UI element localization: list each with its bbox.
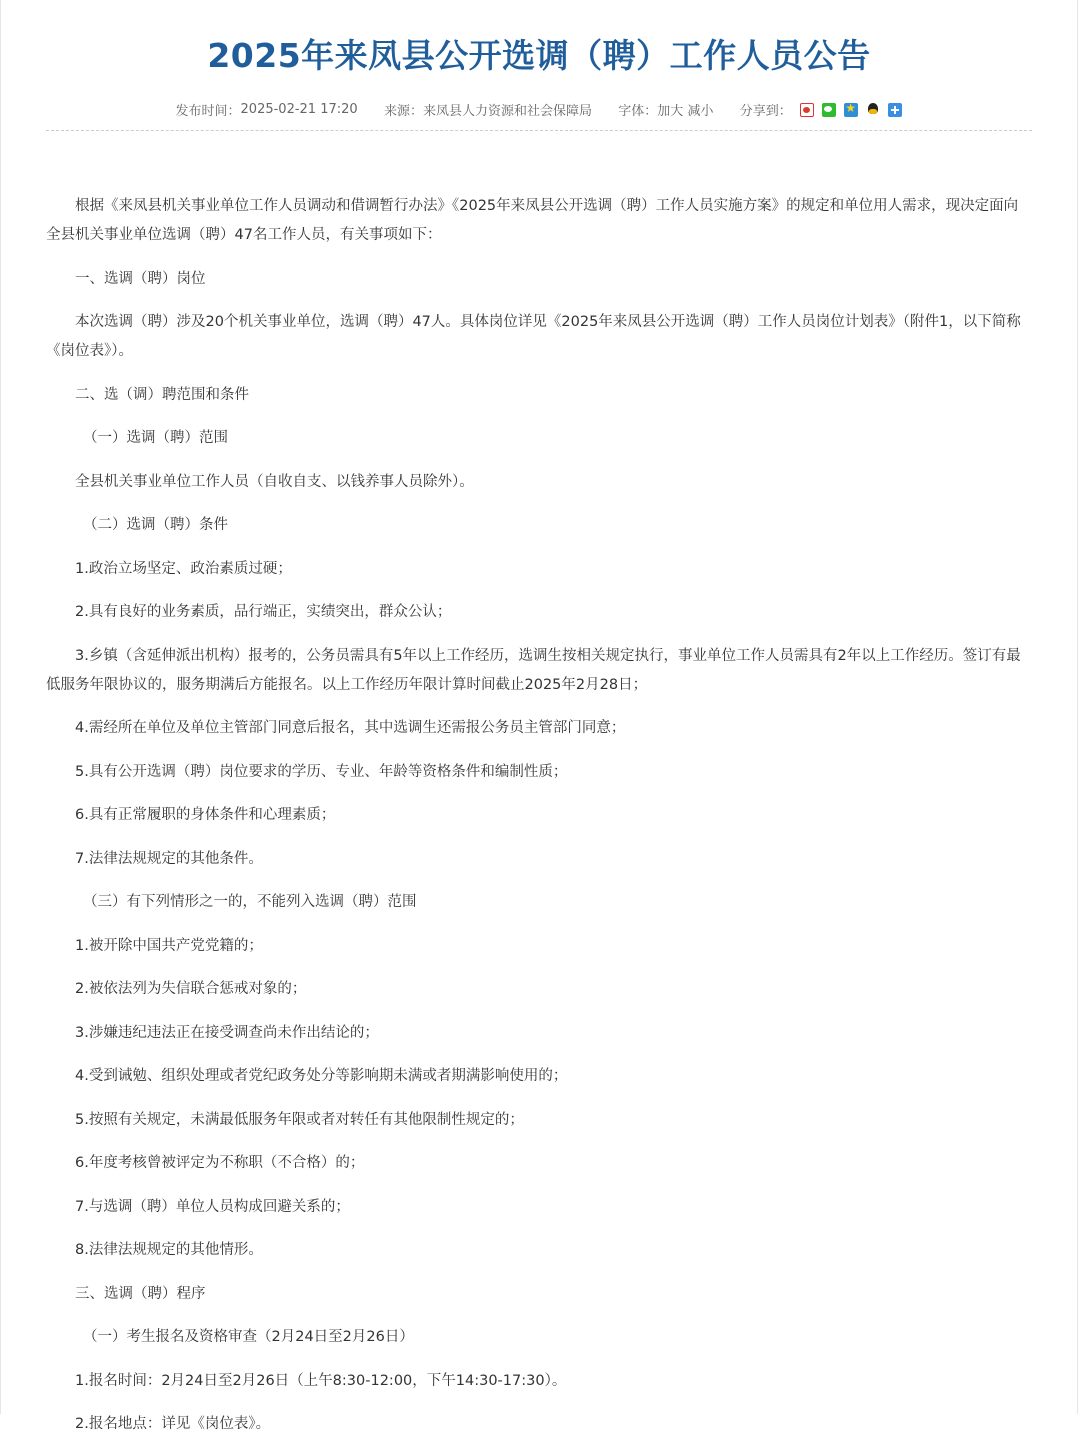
list-item: 6.年度考核曾被评定为不称职（不合格）的； <box>75 1155 365 1171</box>
section-heading: 三、选调（聘）程序 <box>75 1285 206 1302</box>
qq-icon[interactable] <box>866 103 880 117</box>
list-item: 1.报名时间：2月24日至2月26日（上午8:30-12:00，下午14:30-17:30）。 <box>75 1372 567 1389</box>
list-item: 2.具有良好的业务素质，品行端正，实绩突出，群众公认； <box>75 604 452 620</box>
font-bigger-button[interactable]: 加大 <box>657 104 684 119</box>
publish-time: 2025-02-21 17:20 <box>240 102 358 117</box>
article-title: 2025年来凤县公开选调（聘）工作人员公告 <box>207 36 871 75</box>
list-item: 8.法律法规规定的其他情形。 <box>75 1242 263 1258</box>
list-item: 5.具有公开选调（聘）岗位要求的学历、专业、年龄等资格条件和编制性质； <box>75 763 568 780</box>
source-label: 来源： <box>383 104 423 119</box>
list-item: 7.与选调（聘）单位人员构成回避关系的； <box>75 1198 350 1215</box>
subsection-heading: （三）有下列情形之一的，不能列入选调（聘）范围 <box>83 894 417 910</box>
article-body <box>46 192 1032 1454</box>
subsection-heading: （一）考生报名及资格审查（2月24日至2月26日） <box>83 1329 414 1345</box>
paragraph: 全县机关事业单位工作人员（自收自支、以钱养事人员除外）。 <box>75 473 474 490</box>
list-item: 2.报名地点：详见《岗位表》。 <box>75 1416 271 1432</box>
source-name: 来凤县人力资源和社会保障局 <box>422 104 592 119</box>
qzone-icon[interactable] <box>844 103 858 117</box>
share-label: 分享到： <box>739 104 792 119</box>
list-item: 4.受到诫勉、组织处理或者党纪政务处分等影响期未满或者期满影响使用的； <box>75 1068 568 1084</box>
paragraph: 根据《来凤县机关事业单位工作人员调动和借调暂行办法》《2025年来凤县公开选调（聘）工作人员实施方案》的规定和单位用人需求，现决定面向全县机关事业单位选调（聘）47名工作人员，有关事项如下： <box>46 198 1019 243</box>
article-meta <box>1 100 1077 119</box>
meta-divider <box>46 130 1032 131</box>
font-smaller-button[interactable]: 减小 <box>687 104 714 119</box>
list-item: 4.需经所在单位及单位主管部门同意后报名，其中选调生还需报公务员主管部门同意； <box>75 720 626 736</box>
wechat-icon[interactable] <box>822 103 836 117</box>
list-item: 3.乡镇（含延伸派出机构）报考的，公务员需具有5年以上工作经历，选调生按相关规定执行，事业单位工作人员需具有2年以上工作经历。签订有最低服务年限协议的，服务期满后方能报名。以上工作经历年限计算时间截止2025年2月28日； <box>46 647 1021 693</box>
paragraph: 本次选调（聘）涉及20个机关事业单位，选调（聘）47人。具体岗位详见《2025年来凤县公开选调（聘）工作人员岗位计划表》（附件1，以下简称《岗位表》）。 <box>46 314 1021 359</box>
list-item: 3.涉嫌违纪违法正在接受调查尚未作出结论的； <box>75 1024 379 1041</box>
list-item: 1.政治立场坚定、政治素质过硬； <box>75 560 292 577</box>
subsection-heading: （二）选调（聘）条件 <box>83 517 228 533</box>
more-share-icon[interactable] <box>888 103 902 117</box>
publish-time-label: 发布时间： <box>175 104 241 119</box>
share-icon-group <box>796 102 903 117</box>
list-item: 2.被依法列为失信联合惩戒对象的； <box>75 981 307 997</box>
list-item: 7.法律法规规定的其他条件。 <box>75 850 263 867</box>
section-heading: 二、选（调）聘范围和条件 <box>75 386 249 403</box>
weibo-icon[interactable] <box>800 103 814 117</box>
list-item: 5.按照有关规定，未满最低服务年限或者对转任有其他限制性规定的； <box>75 1111 524 1128</box>
font-size-label: 字体： <box>618 104 658 119</box>
list-item: 6.具有正常履职的身体条件和心理素质； <box>75 807 336 823</box>
subsection-heading: （一）选调（聘）范围 <box>83 430 228 446</box>
section-heading: 一、选调（聘）岗位 <box>75 270 206 287</box>
list-item: 1.被开除中国共产党党籍的； <box>75 937 263 954</box>
